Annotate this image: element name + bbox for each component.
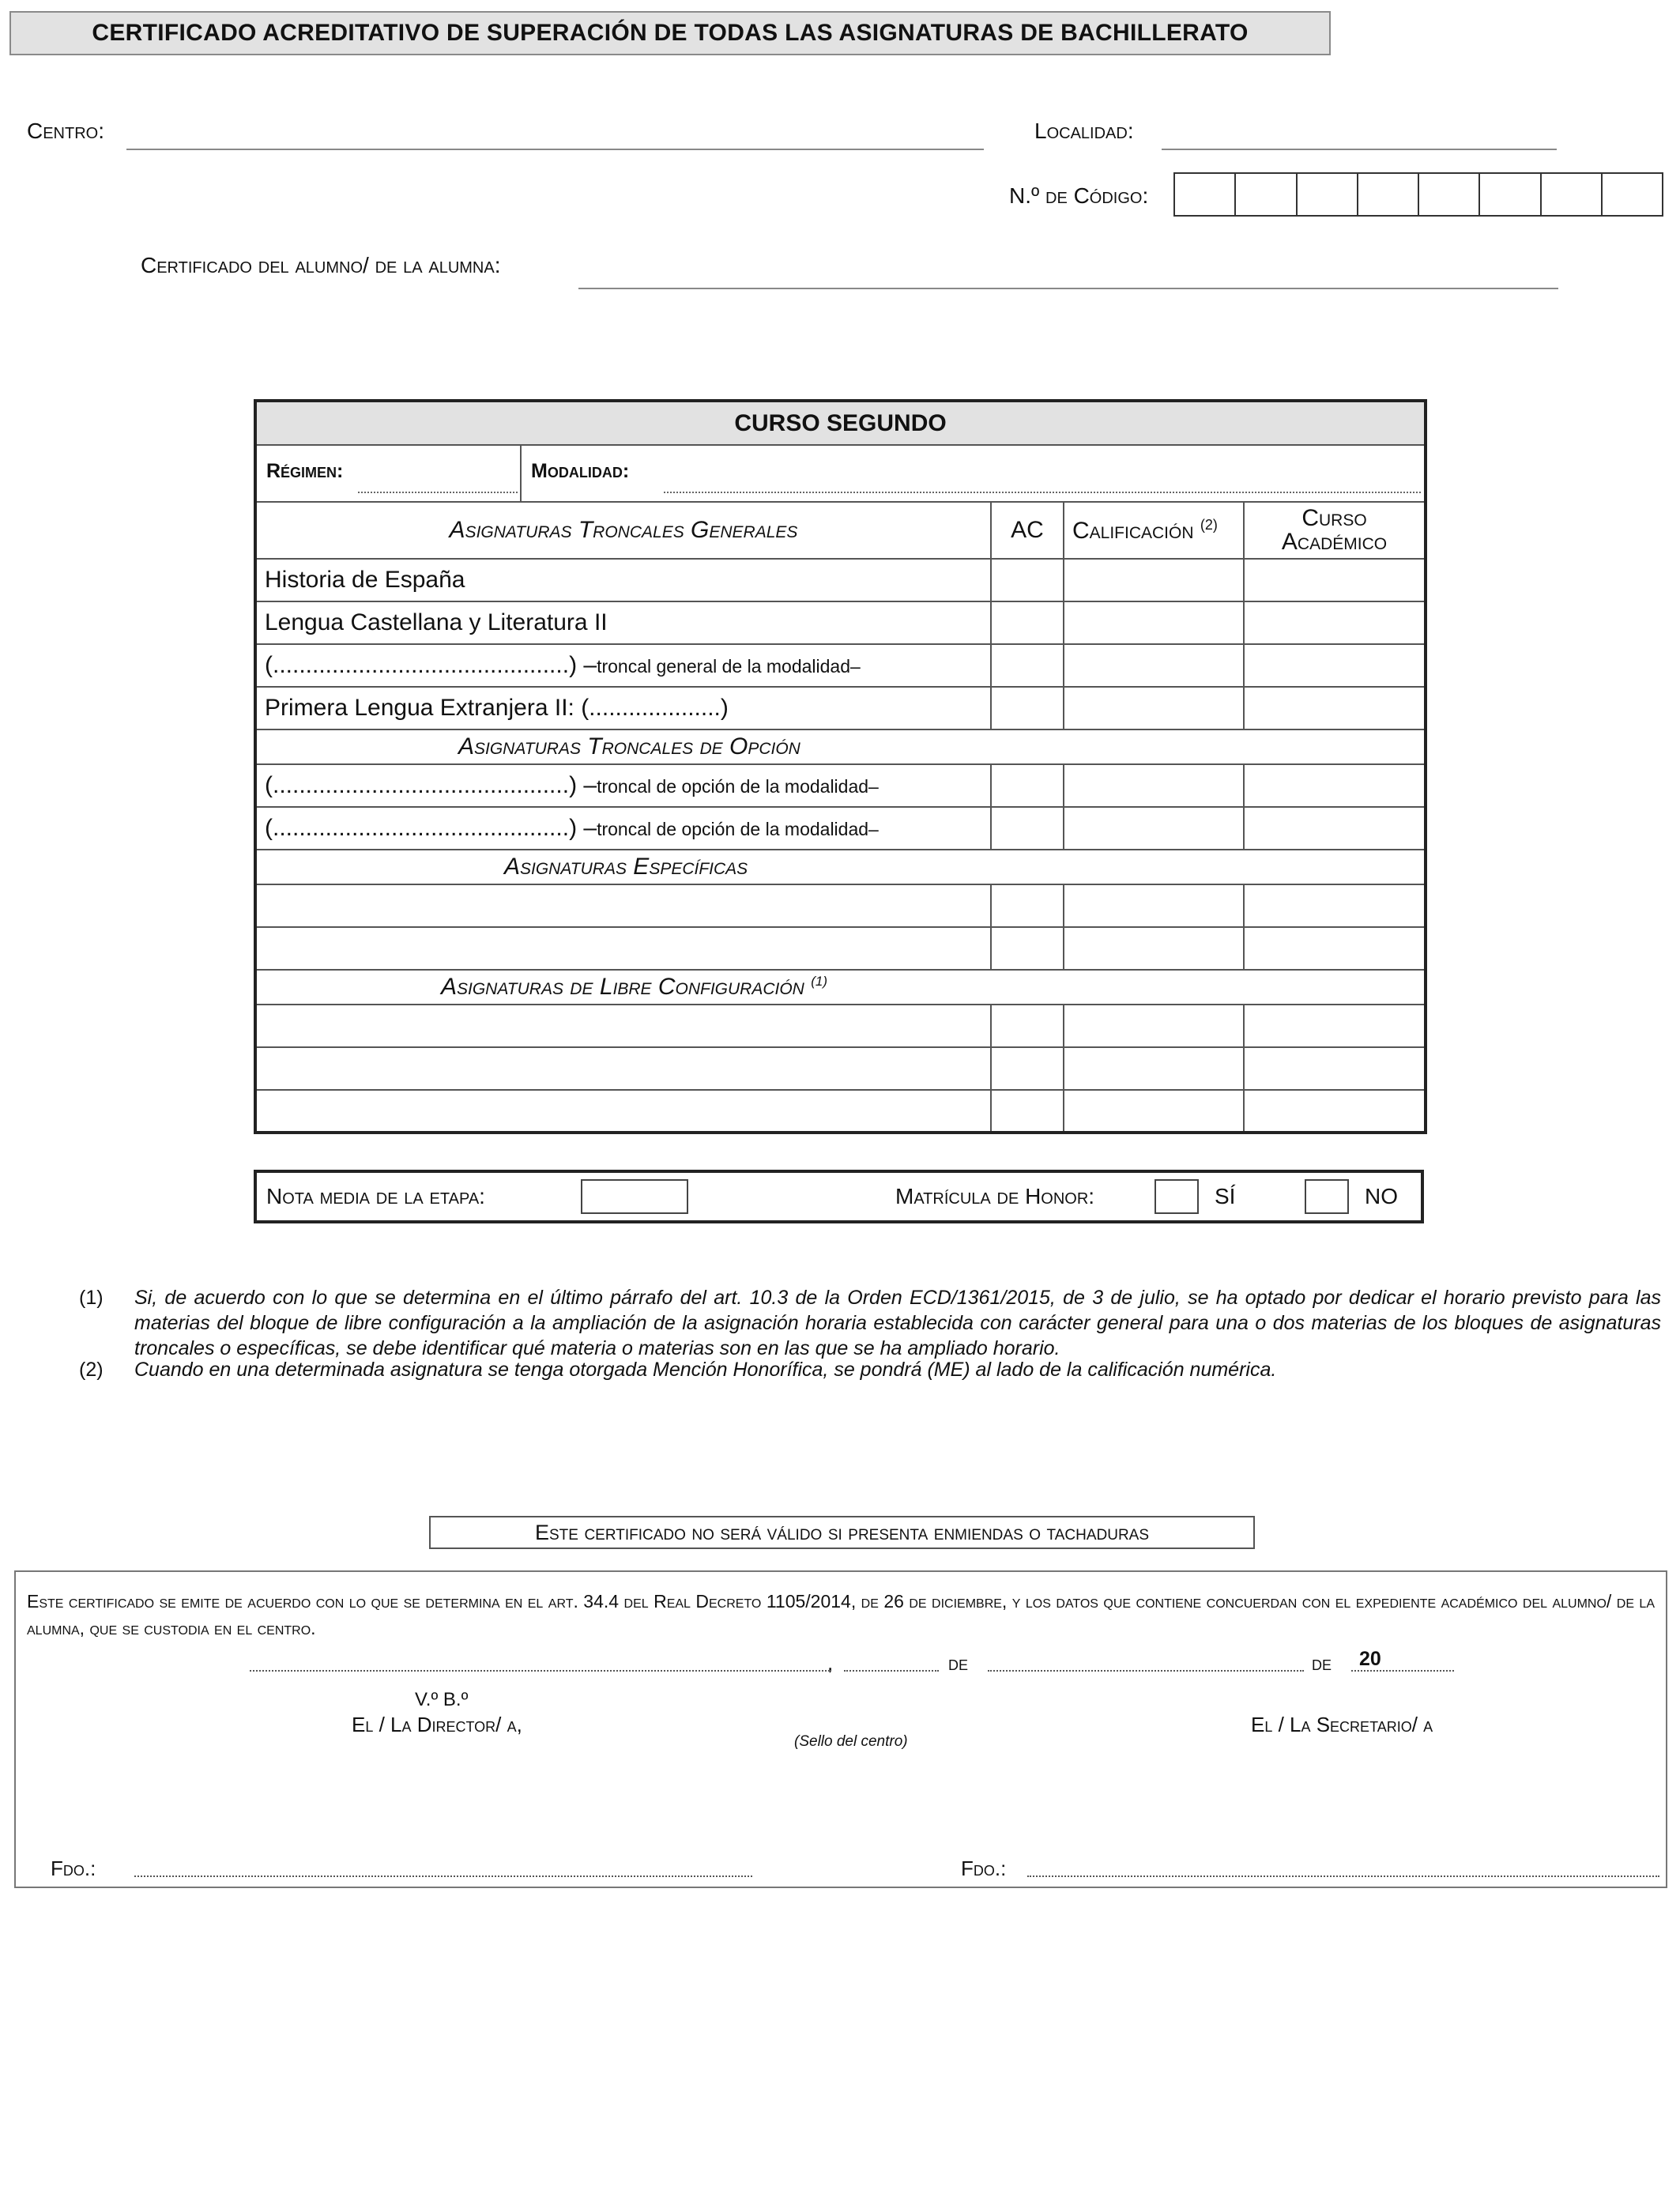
matricula-si-checkbox[interactable] (1155, 1179, 1199, 1214)
footnote-2-number: (2) (79, 1359, 104, 1381)
grade-cell[interactable] (1064, 1005, 1244, 1047)
fdo-director-field[interactable] (134, 1875, 752, 1877)
codigo-cell[interactable] (1480, 174, 1541, 215)
day-field[interactable] (844, 1670, 939, 1672)
ac-column-header: AC (991, 502, 1064, 559)
subject-name[interactable] (255, 884, 991, 927)
table-row (255, 927, 1426, 970)
localidad-label: Localidad: (1034, 119, 1134, 143)
grade-cell[interactable] (1064, 644, 1244, 687)
modalidad-field[interactable] (664, 492, 1421, 493)
table-row (255, 559, 1426, 601)
nota-media-label: Nota media de la etapa: (266, 1184, 485, 1208)
subject-name[interactable] (255, 1047, 991, 1090)
subject-name: (.............................................) –troncal de opción de la modalidad– (255, 807, 991, 850)
ac-cell[interactable] (991, 559, 1064, 601)
year-cell[interactable] (1244, 807, 1426, 850)
curso-segundo-header: CURSO SEGUNDO (255, 401, 1426, 445)
fdo-secretario-label: Fdo.: (961, 1857, 1007, 1880)
centro-label: Centro: (27, 119, 104, 143)
codigo-cell[interactable] (1542, 174, 1603, 215)
table-row (255, 644, 1426, 687)
certification-text: Este certificado se emite de acuerdo con lo que se determina en el art. 34.4 del Real Decreto 1105/2014, de 26 de diciembre, y los datos que contiene concuerdan con el expediente académico del alumno/ de la alumna, que se custodia en el centro. (27, 1591, 1655, 1638)
table-row (255, 1090, 1426, 1133)
calificacion-note: (2) (1200, 516, 1218, 533)
date-comma: , (827, 1651, 834, 1675)
ac-cell[interactable] (991, 1005, 1064, 1047)
table-row (255, 807, 1426, 850)
calificacion-column-header (1064, 502, 1244, 559)
localidad-field[interactable] (1162, 149, 1557, 150)
ac-cell[interactable] (991, 884, 1064, 927)
grade-cell[interactable] (1064, 884, 1244, 927)
alumno-label: Certificado del alumno/ de la alumna: (141, 253, 501, 277)
libre-configuracion-note: (1) (811, 974, 827, 989)
year-cell[interactable] (1244, 1005, 1426, 1047)
modalidad-label: Modalidad: (531, 460, 630, 482)
date-de-1: de (948, 1651, 969, 1675)
matricula-si-label: SÍ (1215, 1184, 1236, 1208)
nota-media-box (254, 1170, 1424, 1223)
secretario-label: El / La Secretario/ a (1251, 1713, 1433, 1736)
year-cell[interactable] (1244, 601, 1426, 644)
nota-media-field[interactable] (581, 1179, 688, 1214)
codigo-cell[interactable] (1419, 174, 1480, 215)
table-row (255, 1005, 1426, 1047)
ac-cell[interactable] (991, 927, 1064, 970)
fdo-director-label: Fdo.: (51, 1857, 96, 1880)
codigo-cell[interactable] (1358, 174, 1419, 215)
matricula-no-checkbox[interactable] (1305, 1179, 1349, 1214)
regimen-cell (257, 446, 522, 501)
troncales-opcion-heading: Asignaturas Troncales de Opción (255, 729, 1426, 764)
codigo-cell[interactable] (1298, 174, 1358, 215)
grade-cell[interactable] (1064, 559, 1244, 601)
visto-bueno: V.º B.º (415, 1689, 469, 1710)
ac-cell[interactable] (991, 764, 1064, 807)
year-cell[interactable] (1244, 559, 1426, 601)
year-cell[interactable] (1244, 644, 1426, 687)
codigo-grid (1173, 172, 1663, 217)
year-cell[interactable] (1244, 687, 1426, 729)
year-field[interactable] (1351, 1670, 1454, 1672)
table-row (255, 884, 1426, 927)
footnote-1-number: (1) (79, 1287, 104, 1309)
ac-cell[interactable] (991, 644, 1064, 687)
year-cell[interactable] (1244, 1047, 1426, 1090)
certification-box (14, 1570, 1667, 1888)
curso-label: Curso (1301, 505, 1367, 531)
codigo-label: N.º de Código: (1009, 183, 1149, 208)
subject-name: (.............................................) –troncal general de la modalidad– (255, 644, 991, 687)
table-row (255, 687, 1426, 729)
curso-segundo-table (254, 399, 1427, 1134)
subject-name[interactable] (255, 1005, 991, 1047)
codigo-cell[interactable] (1175, 174, 1236, 215)
especificas-heading: Asignaturas Específicas (255, 850, 1426, 884)
year-cell[interactable] (1244, 1090, 1426, 1133)
sello-centro: (Sello del centro) (794, 1733, 908, 1750)
year-cell[interactable] (1244, 884, 1426, 927)
grade-cell[interactable] (1064, 927, 1244, 970)
libre-configuracion-label: Asignaturas de Libre Configuración (441, 974, 804, 1000)
year-cell[interactable] (1244, 927, 1426, 970)
director-label: El / La Director/ a, (352, 1713, 522, 1736)
month-field[interactable] (988, 1670, 1304, 1672)
subject-name: Historia de España (255, 559, 991, 601)
grade-cell[interactable] (1064, 687, 1244, 729)
date-de-2: de (1312, 1651, 1332, 1675)
subject-name: Lengua Castellana y Literatura II (255, 601, 991, 644)
subject-name: (.............................................) –troncal de opción de la modalidad– (255, 764, 991, 807)
grade-cell[interactable] (1064, 1047, 1244, 1090)
ac-cell[interactable] (991, 1047, 1064, 1090)
table-row (255, 601, 1426, 644)
ac-cell[interactable] (991, 687, 1064, 729)
subject-name: Primera Lengua Extranjera II: (....................) (255, 687, 991, 729)
troncales-generales-heading: Asignaturas Troncales Generales (255, 502, 991, 559)
footnote-2-text: Cuando en una determinada asignatura se tenga otorgada Mención Honorífica, se pondrá (ME) al lado de la calificación numérica. (134, 1359, 1277, 1381)
grade-cell[interactable] (1064, 764, 1244, 807)
place-field[interactable] (250, 1670, 830, 1672)
regimen-field[interactable] (358, 492, 518, 493)
modalidad-cell (522, 446, 1424, 501)
table-row (255, 764, 1426, 807)
regimen-label: Régimen: (266, 460, 344, 482)
ac-cell[interactable] (991, 807, 1064, 850)
year-prefix: 20 (1359, 1648, 1381, 1670)
matricula-honor-label: Matrícula de Honor: (895, 1184, 1095, 1208)
ac-cell[interactable] (991, 1090, 1064, 1133)
subject-name[interactable] (255, 1090, 991, 1133)
subject-name[interactable] (255, 927, 991, 970)
fdo-secretario-field[interactable] (1027, 1875, 1659, 1877)
academico-label: Académico (1281, 529, 1388, 555)
validity-warning: Este certificado no será válido si presenta enmiendas o tachaduras (429, 1516, 1255, 1549)
grade-cell[interactable] (1064, 601, 1244, 644)
document-title: CERTIFICADO ACREDITATIVO DE SUPERACIÓN DE TODAS LAS ASIGNATURAS DE BACHILLERATO (9, 11, 1331, 55)
libre-configuracion-heading (255, 970, 1426, 1005)
centro-field[interactable] (126, 149, 984, 150)
footnote-1-text: Si, de acuerdo con lo que se determina en el último párrafo del art. 10.3 de la Orden ECD/1361/2015, de 3 de julio, se ha optado por dedicar el horario previsto para las materias del bloque de libre configuración a la ampliación de la asignación horaria establecida con carácter general para una o dos materias de los bloques de asignaturas troncales o específicas, se debe identificar qué materia o materias son en las que se ha ampliado horario. (134, 1287, 1661, 1359)
grade-cell[interactable] (1064, 1090, 1244, 1133)
calificacion-label: Calificación (1072, 517, 1194, 544)
grade-cell[interactable] (1064, 807, 1244, 850)
year-cell[interactable] (1244, 764, 1426, 807)
table-row (255, 1047, 1426, 1090)
matricula-no-label: NO (1365, 1184, 1398, 1208)
regimen-modalidad-row (255, 445, 1426, 502)
codigo-cell[interactable] (1603, 174, 1662, 215)
codigo-cell[interactable] (1236, 174, 1297, 215)
alumno-field[interactable] (578, 288, 1558, 289)
ac-cell[interactable] (991, 601, 1064, 644)
curso-academico-column-header (1244, 502, 1426, 559)
